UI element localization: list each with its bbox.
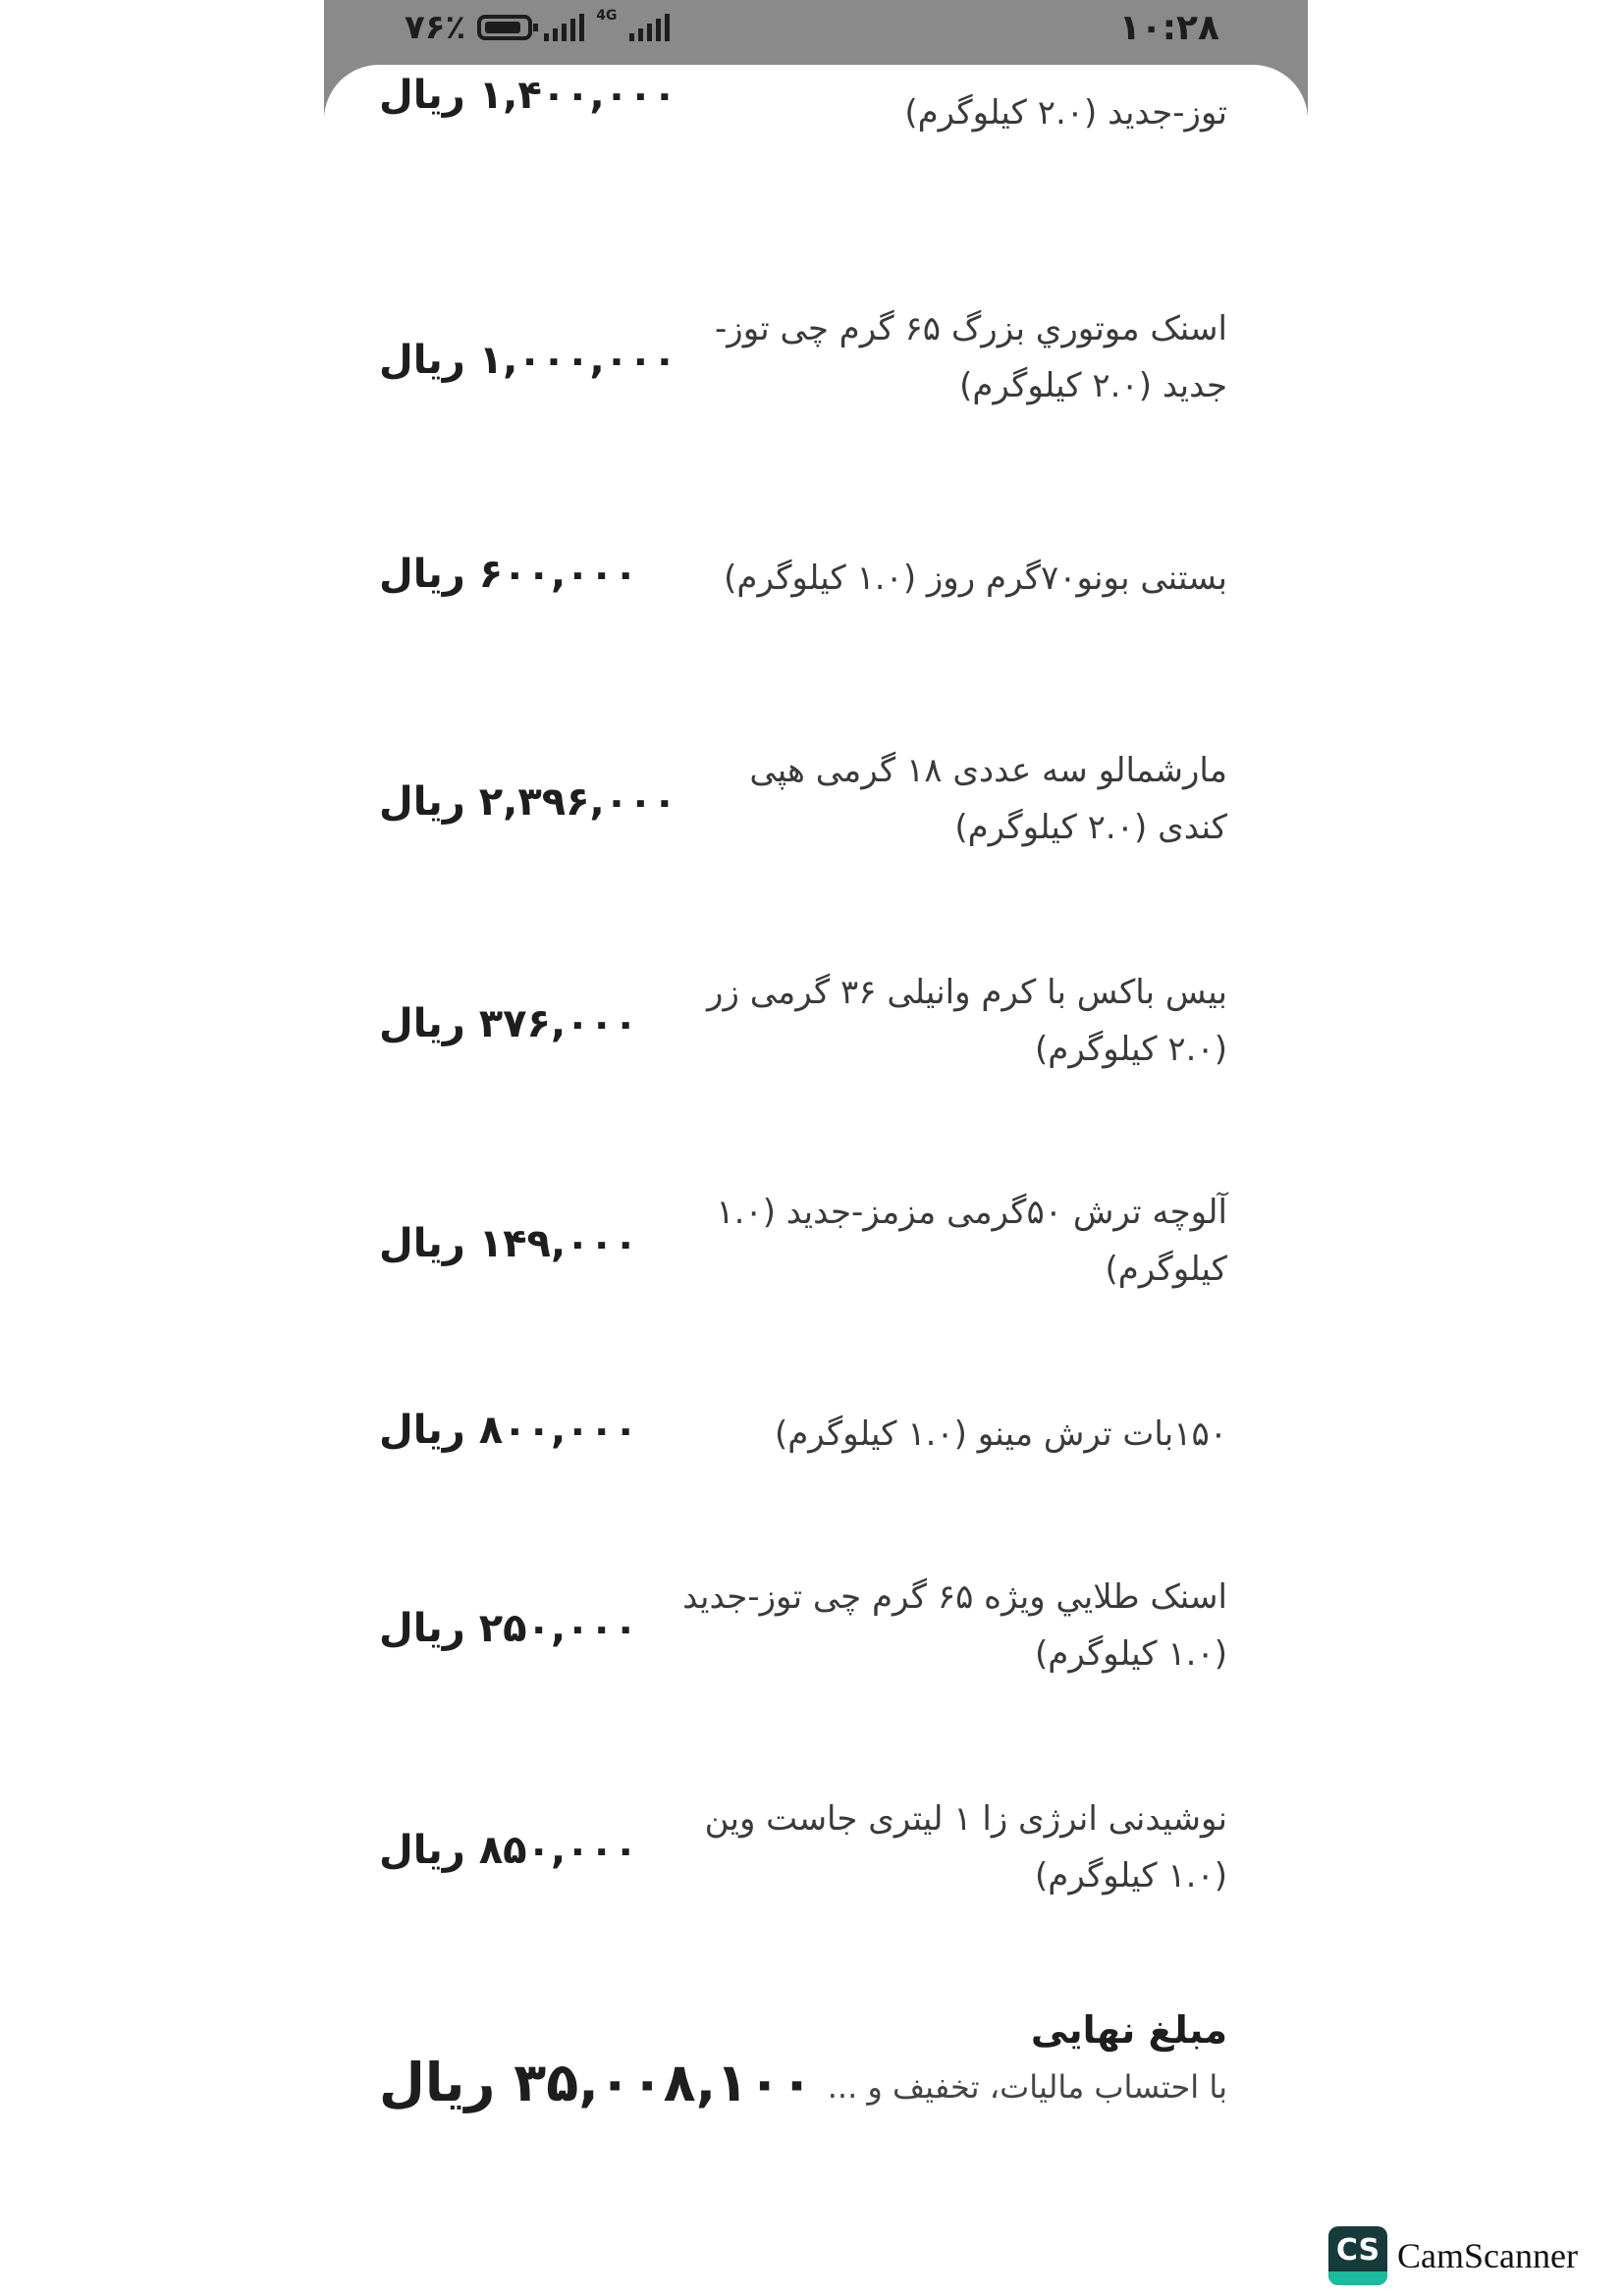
camscanner-label: CamScanner <box>1397 2236 1578 2275</box>
invoice-sheet <box>324 65 1308 2296</box>
item-name: ۱۵۰بات ترش مینو (۱.۰ کیلوگرم) <box>774 1415 1227 1454</box>
item-name: نوشیدنی انرژی زا ۱ لیتری جاست وین (۱.۰ کیلوگرم) <box>704 1799 1227 1896</box>
item-name-partial <box>677 65 1227 86</box>
camscanner-watermark <box>1328 2226 1578 2285</box>
item-price: ۸۵۰,۰۰۰ ریال <box>379 1828 638 1873</box>
total-price: ۳۵,۰۰۸,۱۰۰ ریال <box>379 2052 813 2113</box>
item-price: ۲,۳۹۶,۰۰۰ ریال <box>379 779 676 825</box>
signal-icon <box>544 14 584 41</box>
phone-screen <box>324 0 1308 2296</box>
total-subtitle: با احتساب مالیات، تخفیف و ... <box>827 2068 1227 2106</box>
item-name: توز-جدید (۲.۰ کیلوگرم) <box>904 93 1227 133</box>
camscanner-logo-icon: CS <box>1328 2226 1387 2285</box>
item-price: ۶۰۰,۰۰۰ ریال <box>379 552 638 597</box>
total-title: مبلغ نهایی <box>1030 2008 1227 2052</box>
status-left-group <box>405 6 670 49</box>
status-time: ۱۰:۲۸ <box>1118 8 1219 48</box>
item-name: بیس باکس با کرم وانیلی ۳۶ گرمی زر (۲.۰ کیلوگرم) <box>707 973 1227 1069</box>
item-price: ۱۴۹,۰۰۰ ریال <box>379 1221 638 1266</box>
item-name: مارشمالو سه عددی ۱۸ گرمی هپی کندی (۲.۰ کیلوگرم) <box>749 751 1227 847</box>
battery-icon <box>477 15 532 40</box>
item-name: آلوچه ترش ۵۰گرمی مزمز-جدید (۱.۰ کیلوگرم) <box>716 1193 1227 1289</box>
network-type: 4G <box>596 8 618 24</box>
item-name: اسنک طلايي ویژه ۶۵ گرم چی توز-جدید (۱.۰ کیلوگرم) <box>682 1577 1227 1674</box>
item-name: اسنک موتوري بزرگ ۶۵ گرم چی توز-جدید (۲.۰ کیلوگرم) <box>715 309 1227 405</box>
item-price: ۱,۴۰۰,۰۰۰ ریال <box>379 73 676 118</box>
item-price: ۸۰۰,۰۰۰ ریال <box>379 1408 638 1453</box>
signal-icon-2 <box>629 14 670 41</box>
item-price: ۲۵۰,۰۰۰ ریال <box>379 1606 638 1651</box>
item-name: بستنی بونو۷۰گرم روز (۱.۰ کیلوگرم) <box>724 559 1227 598</box>
item-price: ۳۷۶,۰۰۰ ریال <box>379 1001 638 1046</box>
battery-percent: ۷۶٪ <box>405 8 466 47</box>
item-price: ۱,۰۰۰,۰۰۰ ریال <box>379 338 676 383</box>
